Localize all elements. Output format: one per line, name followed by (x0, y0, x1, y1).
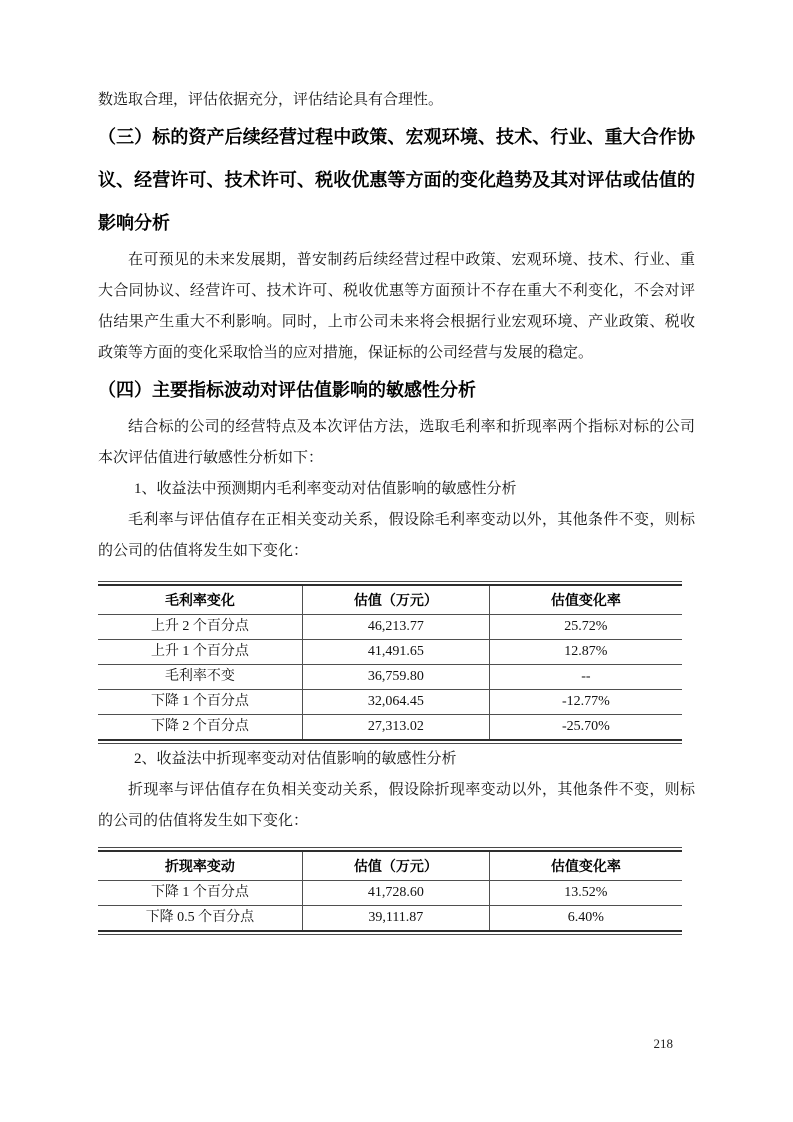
section-4-heading: （四）主要指标波动对评估值影响的敏感性分析 (98, 380, 476, 400)
table-row (98, 615, 682, 640)
item-2-title: 2、收益法中折现率变动对估值影响的敏感性分析 (134, 751, 457, 767)
table-cell: 下降 1 个百分点 (98, 881, 302, 906)
page-number: 218 (653, 1036, 673, 1051)
table-cell: 13.52% (489, 881, 682, 906)
gross-margin-table (98, 584, 682, 741)
table-cell: 上升 1 个百分点 (98, 640, 302, 665)
column-header: 估值（万元） (302, 585, 489, 615)
table-cell: 上升 2 个百分点 (98, 615, 302, 640)
item-1-paragraph: 毛利率与评估值存在正相关变动关系，假设除毛利率变动以外，其他条件不变，则标的公司的估值将发生如下变化： (98, 512, 695, 559)
table-cell: 46,213.77 (302, 615, 489, 640)
table-cell: 6.40% (489, 906, 682, 932)
discount-rate-sensitivity-table (98, 847, 682, 935)
table-cell: -25.70% (489, 715, 682, 741)
column-header: 估值变化率 (489, 585, 682, 615)
table-cell: 32,064.45 (302, 690, 489, 715)
column-header: 毛利率变化 (98, 585, 302, 615)
column-header: 估值（万元） (302, 851, 489, 881)
item-2-paragraph: 折现率与评估值存在负相关变动关系，假设除折现率变动以外，其他条件不变，则标的公司的估值将发生如下变化： (98, 782, 695, 829)
table-row (98, 881, 682, 906)
table-cell: 毛利率不变 (98, 665, 302, 690)
column-header: 折现率变动 (98, 851, 302, 881)
table-cell: 36,759.80 (302, 665, 489, 690)
table-cell: -12.77% (489, 690, 682, 715)
section-4-intro-paragraph: 结合标的公司的经营特点及本次评估方法，选取毛利率和折现率两个指标对标的公司本次评估值进行敏感性分析如下： (98, 419, 695, 466)
table-header-row (98, 851, 682, 881)
column-header: 估值变化率 (489, 851, 682, 881)
table-cell: 41,728.60 (302, 881, 489, 906)
table-header-row (98, 585, 682, 615)
table-row (98, 665, 682, 690)
section-3-paragraph: 在可预见的未来发展期，普安制药后续经营过程中政策、宏观环境、技术、行业、重大合同协议、经营许可、技术许可、税收优惠等方面预计不存在重大不利变化，不会对评估结果产生重大不利影响。同时，上市公司未来将会根据行业宏观环境、产业政策、税收政策等方面的变化采取恰当的应对措施，保证标的公司经营与发展的稳定。 (98, 252, 695, 361)
table-cell: 39,111.87 (302, 906, 489, 932)
table-cell: 12.87% (489, 640, 682, 665)
table-cell: 下降 1 个百分点 (98, 690, 302, 715)
item-1-title: 1、收益法中预测期内毛利率变动对估值影响的敏感性分析 (134, 481, 517, 497)
section-3-heading: （三）标的资产后续经营过程中政策、宏观环境、技术、行业、重大合作协议、经营许可、技术许可、税收优惠等方面的变化趋势及其对评估或估值的影响分析 (98, 127, 695, 233)
table-cell: 25.72% (489, 615, 682, 640)
discount-rate-table (98, 850, 682, 932)
table-cell: 41,491.65 (302, 640, 489, 665)
table-cell: 27,313.02 (302, 715, 489, 741)
table-row (98, 715, 682, 741)
table-cell: 下降 0.5 个百分点 (145, 910, 255, 925)
paragraph-continuation: 数选取合理，评估依据充分，评估结论具有合理性。 (98, 92, 444, 108)
table-cell: -- (489, 665, 682, 690)
table-cell: 下降 2 个百分点 (150, 719, 249, 734)
table-row (98, 640, 682, 665)
table-row (98, 906, 682, 932)
table-row (98, 690, 682, 715)
gross-margin-sensitivity-table (98, 581, 682, 744)
